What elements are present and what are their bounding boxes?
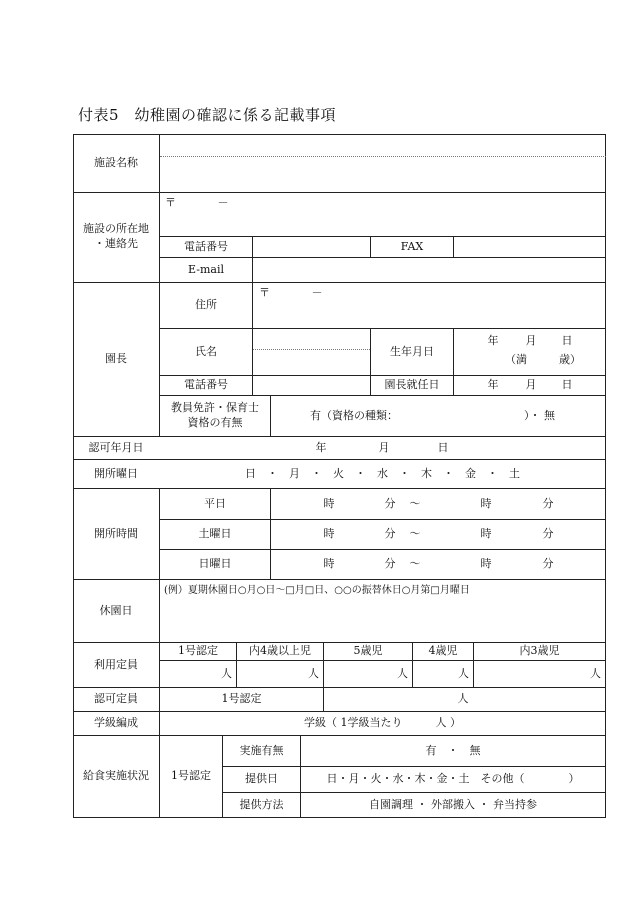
facility-email-label: E-mail [188,262,224,276]
meals-served-label: 実施有無 [239,743,284,757]
principal-birth-month-unit: 月 [525,333,537,347]
capacity-age5-unit[interactable]: 人 [397,666,408,680]
hours-saturday-min2: 分 [542,527,554,541]
facility-phone-field[interactable] [253,237,370,257]
principal-license-label-line2: 資格の有無 [187,416,243,429]
hours-sunday-min2: 分 [542,557,554,571]
approval-year-unit: 年 [315,440,327,454]
principal-label: 園長 [105,351,127,365]
principal-appointed-month-unit: 月 [525,377,537,391]
hours-sunday-tilde: ～ [409,557,421,571]
principal-name-kana-field[interactable] [253,329,370,349]
meals-method-label: 提供方法 [239,797,284,811]
principal-name-field[interactable] [253,350,370,375]
capacity-header-type1: 1号認定 [178,644,218,658]
facility-name-label: 施設名称 [94,155,138,169]
facility-name-field[interactable] [160,135,605,156]
confirmation-form [73,134,606,817]
principal-appointed-label: 園長就任日 [384,378,440,392]
hours-weekday-min2: 分 [542,496,554,510]
capacity-header-age4: 4歳児 [428,644,458,658]
hours-weekday-hour2: 時 [480,496,492,510]
capacity-header-age4plus: 内4歳以上児 [249,644,311,658]
approval-date-label: 認可年月日 [88,440,144,454]
hours-sunday-min1: 分 [384,557,396,571]
open-hours-label: 開所時間 [94,526,138,540]
principal-address-field[interactable] [253,283,605,328]
hours-weekday-hour1: 時 [323,496,335,510]
capacity-age3-unit[interactable]: 人 [590,666,601,680]
facility-email-field[interactable] [253,258,605,282]
principal-license-yes[interactable]: 有（資格の種類： [310,408,398,422]
principal-birth-day-unit: 日 [561,333,573,347]
meals-days-options[interactable]: 日・月・火・水・木・金・土 その他（ ） [326,772,580,786]
facility-phone-label: 電話番号 [184,239,228,253]
meals-method-options[interactable]: 自園調理 ・ 外部搬入 ・ 弁当持参 [369,797,537,811]
facility-fax-label: FAX [400,239,424,253]
holidays-example: (例）夏期休園日○月○日～□月□日、○○の振替休日○月第□月曜日 [164,585,470,596]
facility-name-field-2[interactable] [160,157,605,192]
classes-value[interactable]: 学級（ 1学級当たり 人 ） [304,716,461,730]
page-title: 付表5 幼稚園の確認に係る記載事項 [78,106,337,124]
hours-sunday-hour2: 時 [480,557,492,571]
facility-postal-dash: － [217,196,229,209]
meals-label: 給食実施状況 [83,769,149,783]
classes-label: 学級編成 [94,716,138,730]
facility-address-field[interactable] [160,193,605,236]
open-days-options[interactable]: 日 ・ 月 ・ 火 ・ 水 ・ 木 ・ 金 ・ 土 [245,466,520,480]
holidays-field[interactable] [160,580,605,642]
facility-postal-mark: 〒 [165,196,176,209]
hours-weekday-min1: 分 [384,496,396,510]
hours-saturday-label: 土曜日 [198,527,232,541]
capacity-age4plus-unit[interactable]: 人 [308,666,319,680]
holidays-label: 休園日 [99,603,133,617]
principal-address-label: 住所 [195,298,217,312]
facility-location-label-line2: ・連絡先 [94,237,138,250]
facility-location-label [73,192,159,282]
principal-phone-field[interactable] [253,376,370,395]
principal-name-label: 氏名 [195,344,217,358]
principal-age-close: 歳） [559,352,581,366]
hours-saturday-hour2: 時 [480,527,492,541]
open-days-label: 開所曜日 [94,466,138,480]
principal-birth-label: 生年月日 [390,344,434,358]
approved-capacity-label: 認可定員 [94,692,138,706]
principal-phone-label: 電話番号 [184,378,228,392]
capacity-header-age5: 5歳児 [353,644,383,658]
principal-postal-dash: － [311,286,323,299]
hours-weekday-label: 平日 [204,496,226,510]
hours-weekday-tilde: ～ [409,496,421,510]
facility-location-label-line1: 施設の所在地 [83,222,149,236]
capacity-header-age3: 内3歳児 [519,644,560,658]
approved-capacity-unit[interactable]: 人 [457,692,469,706]
principal-postal-mark: 〒 [259,286,270,299]
principal-appointed-day-unit: 日 [561,377,573,391]
approved-capacity-type: 1号認定 [221,692,262,706]
meals-served-options[interactable]: 有 ・ 無 [425,743,481,757]
capacity-age4-unit[interactable]: 人 [458,666,469,680]
capacity-type1-unit[interactable]: 人 [221,666,232,680]
hours-sunday-hour1: 時 [323,557,335,571]
approval-month-unit: 月 [378,440,390,454]
principal-license-label-line1: 教員免許・保育士 [171,401,259,415]
principal-license-no[interactable]: ）・ 無 [524,408,555,422]
principal-appointed-year-unit: 年 [487,377,499,391]
hours-saturday-hour1: 時 [323,527,335,541]
capacity-label: 利用定員 [94,657,138,671]
principal-birth-year-unit: 年 [487,333,499,347]
principal-license-label [160,396,270,436]
hours-saturday-tilde: ～ [409,527,421,541]
meals-days-label: 提供日 [245,772,278,786]
facility-fax-field[interactable] [454,237,605,257]
hours-sunday-label: 日曜日 [198,557,232,571]
principal-age-open: （満 [505,352,527,366]
hours-saturday-min1: 分 [384,527,396,541]
approval-day-unit: 日 [437,440,449,454]
meals-type: 1号認定 [171,769,211,783]
